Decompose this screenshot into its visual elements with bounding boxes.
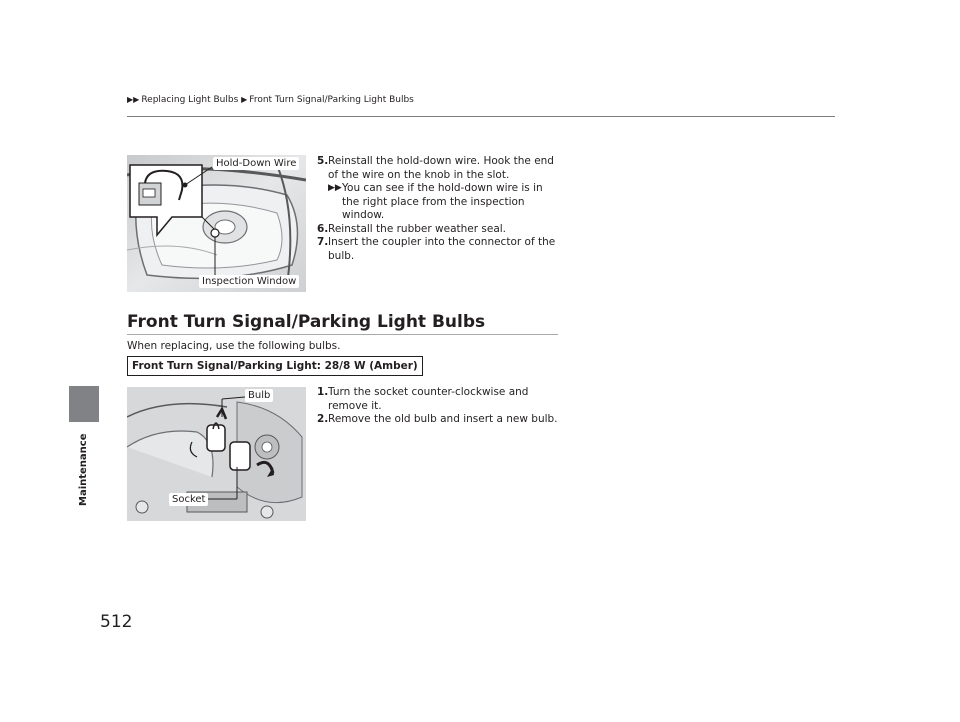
callout-hold-down-wire: Hold-Down Wire (213, 157, 299, 170)
step-6 (317, 223, 567, 237)
step-text-line: Reinstall the hold-down wire. Hook the end (328, 155, 554, 167)
step-number: 1. (317, 386, 329, 398)
breadcrumb-item-replacing-light-bulbs[interactable]: Replacing Light Bulbs (141, 95, 239, 105)
step-text-line: Reinstall the rubber weather seal. (328, 222, 507, 235)
chevron-right-icon: ▶ (241, 95, 248, 104)
headlight-rear-drawing (127, 155, 306, 292)
header-divider (127, 116, 835, 117)
bulb-spec-box: Front Turn Signal/Parking Light: 28/8 W (Amber) (127, 356, 423, 376)
steps-reinstall (317, 155, 567, 263)
note-text-line: window. (342, 209, 385, 221)
breadcrumb (127, 95, 414, 105)
section-intro: When replacing, use the following bulbs. (127, 340, 341, 352)
step-5 (317, 155, 567, 182)
step-text-line: Remove the old bulb and insert a new bulb. (328, 413, 558, 425)
socket-bulb-illustration (127, 387, 306, 521)
step-2 (317, 413, 567, 427)
step-text-line: remove it. (328, 399, 382, 412)
callout-socket: Socket (169, 493, 208, 506)
breadcrumb-item-front-turn-signal[interactable]: Front Turn Signal/Parking Light Bulbs (249, 95, 414, 105)
step-text-line: Turn the socket counter-clockwise and (328, 386, 529, 398)
step-text-line: of the wire on the knob in the slot. (328, 168, 510, 181)
note-text-line: You can see if the hold-down wire is in (342, 182, 543, 194)
step-number: 6. (317, 222, 329, 235)
callout-inspection-window: Inspection Window (199, 275, 299, 288)
engine-bay-drawing (127, 387, 306, 521)
step-text-line: Insert the coupler into the connector of the (328, 236, 556, 248)
step-number: 2. (317, 413, 329, 425)
callout-bulb: Bulb (245, 389, 273, 402)
double-chevron-icon: ▶▶ (127, 95, 140, 104)
step-5-note (317, 182, 567, 223)
double-chevron-icon: ▶▶ (328, 183, 342, 193)
step-number: 7. (317, 236, 329, 248)
step-7 (317, 236, 567, 263)
section-tab-label: Maintenance (78, 433, 89, 507)
section-divider (127, 334, 558, 335)
section-title: Front Turn Signal/Parking Light Bulbs (127, 312, 486, 332)
step-text-line: bulb. (328, 249, 355, 262)
hold-down-wire-illustration (127, 155, 306, 292)
section-tab[interactable] (69, 386, 99, 422)
steps-replace (317, 386, 567, 427)
step-1 (317, 386, 567, 413)
note-text-line: the right place from the inspection (342, 195, 525, 208)
page-number: 512 (100, 612, 133, 632)
step-number: 5. (317, 155, 329, 167)
